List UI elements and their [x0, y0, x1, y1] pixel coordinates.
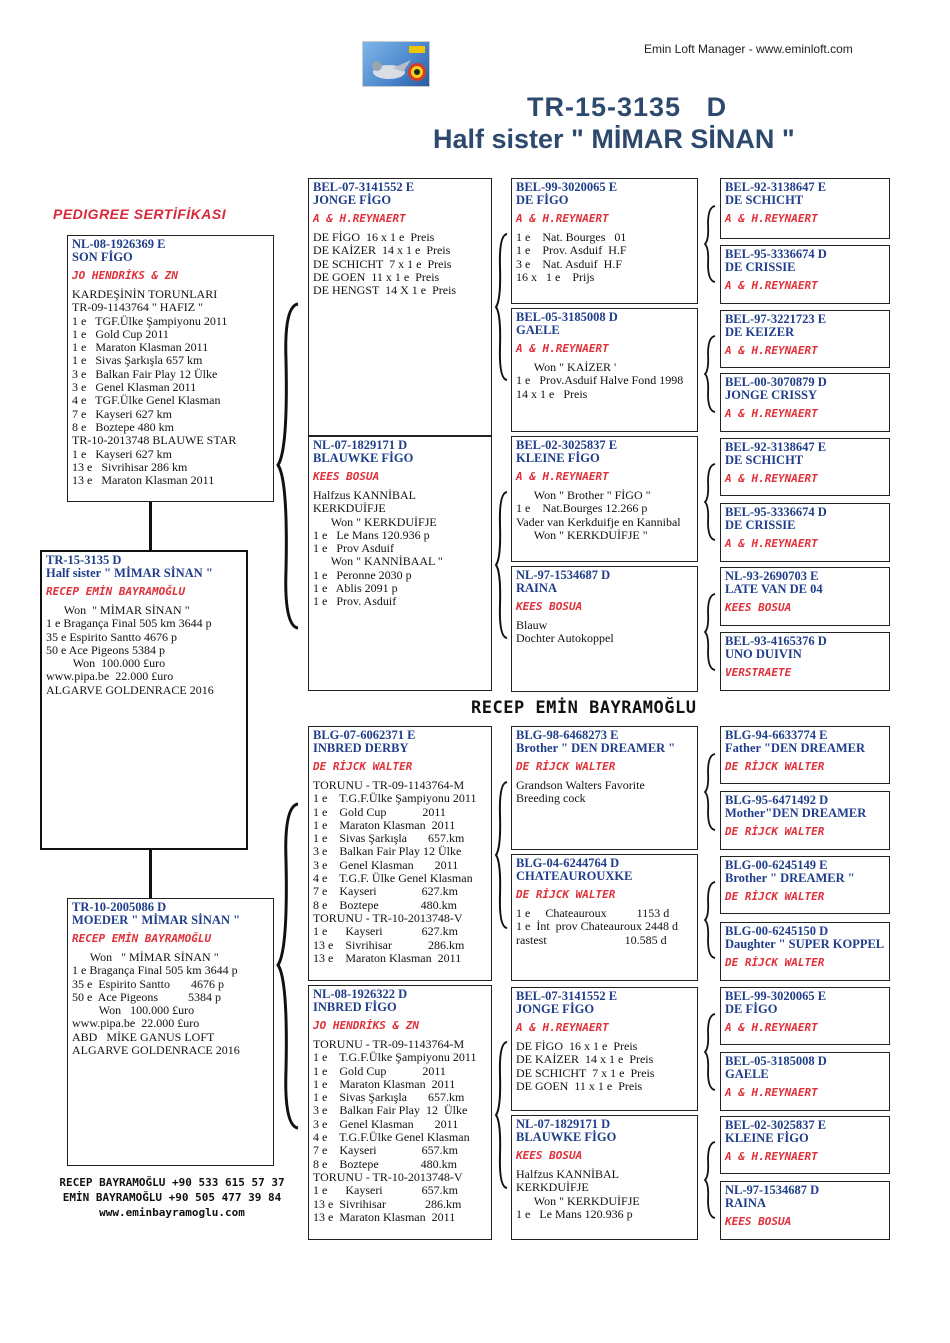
bird-breeder: KEES BOSUA: [313, 470, 380, 483]
bird-ring: NL-97-1534687 D: [516, 568, 611, 582]
bird-breeder: RECEP EMİN BAYRAMOĞLU: [72, 932, 212, 945]
bird-name: BLAUWKE FİGO: [516, 1130, 617, 1144]
bird-breeder: RECEP EMİN BAYRAMOĞLU: [46, 585, 186, 598]
g5-card-10: [720, 791, 890, 850]
bird-results: TORUNU - TR-09-1143764-M 1 e T.G.F.Ülke Şampiyonu 2011 1 e Gold Cup 2011 1 e Maraton Klasman 2011 1 e Sivas Şarkışla 657.km 3 e Balkan Fair Play 12 Ülke 3 e Genel Klasman 2011 4 e T.G.F. Ülke Genel Klasman 7 e Kayseri 627.km 8 e Boztepe 480.km TORUNU - TR-10-2013748-V 1 e Kayseri 627.km 13 e Sivrihisar 286.km 13 e Maraton Klasman 2011: [313, 778, 477, 965]
bird-name: KLEINE FİGO: [725, 1131, 809, 1145]
bird-name: DE KEIZER: [725, 325, 795, 339]
bird-name: BLAUWKE FİGO: [313, 451, 414, 465]
owner-name: RECEP EMİN BAYRAMOĞLU: [471, 698, 697, 718]
brace-icon: [704, 334, 718, 414]
bird-breeder: A & H.REYNAERT: [725, 279, 818, 292]
bird-ring: BEL-93-4165376 D: [725, 634, 827, 648]
bird-breeder: JO HENDRİKS & ZN: [72, 269, 178, 282]
brace-icon: [276, 300, 306, 630]
contact-info: RECEP BAYRAMOĞLU +90 533 615 57 37 EMİN BAYRAMOĞLU +90 505 477 39 84 www.eminbayramoglu.com: [59, 1176, 285, 1219]
bird-breeder: A & H.REYNAERT: [725, 407, 818, 420]
ancestor-dss-card: [511, 726, 698, 850]
bird-ring: BEL-07-3141552 E: [313, 180, 415, 194]
bird-results: DE FİGO 16 x 1 e Preis DE KAİZER 14 x 1 e Preis DE SCHICHT 7 x 1 e Preis DE GOEN 11 x 1 e Preis DE HENGST 14 X 1 e Preis: [313, 230, 457, 298]
connector-line: [149, 502, 152, 550]
connector-line: [149, 850, 152, 898]
g5-card-6: [720, 503, 890, 562]
bird-ring: NL-08-1926322 D: [313, 987, 408, 1001]
g5-card-14: [720, 1052, 890, 1111]
subject-bird-card: [40, 550, 248, 850]
pigeon-logo-icon: [362, 41, 430, 87]
bird-breeder: DE RİJCK WALTER: [725, 760, 825, 773]
bird-ring: BLG-04-6244764 D: [516, 856, 620, 870]
bird-breeder: A & H.REYNAERT: [725, 1150, 818, 1163]
g5-card-11: [720, 856, 890, 914]
brace-icon: [495, 1040, 511, 1190]
g5-card-1: [720, 178, 890, 239]
bird-name: SON FİGO: [72, 250, 133, 264]
bird-name: RAINA: [725, 1196, 766, 1210]
ancestor-ddd-card: [511, 1115, 698, 1240]
bird-name: DE FİGO: [725, 1002, 778, 1016]
bird-name: GAELE: [725, 1067, 769, 1081]
g5-card-9: [720, 726, 890, 784]
bird-ring: BEL-92-3138647 E: [725, 180, 827, 194]
bird-name: CHATEAUROUXKE: [516, 869, 633, 883]
bird-breeder: A & H.REYNAERT: [725, 537, 818, 550]
bird-breeder: A & H.REYNAERT: [516, 470, 609, 483]
ancestor-dds-card: [511, 987, 698, 1111]
bird-ring: BEL-02-3025837 E: [725, 1118, 827, 1132]
bird-ring: BEL-95-3336674 D: [725, 505, 827, 519]
bird-ring: BLG-95-6471492 D: [725, 793, 829, 807]
bird-ring: BEL-05-3185008 D: [725, 1054, 827, 1068]
brace-icon: [704, 752, 718, 832]
ancestor-dsd-card: [511, 854, 698, 981]
bird-breeder: DE RİJCK WALTER: [725, 890, 825, 903]
g5-card-16: [720, 1181, 890, 1240]
bird-breeder: A & H.REYNAERT: [313, 212, 406, 225]
ancestor-sdd-card: [511, 566, 698, 692]
g5-card-4: [720, 373, 890, 432]
grandsire-ss-card: [308, 178, 492, 436]
bird-ring: NL-93-2690703 E: [725, 569, 819, 583]
bird-ring: BEL-02-3025837 E: [516, 438, 618, 452]
bird-breeder: JO HENDRİKS & ZN: [313, 1019, 419, 1032]
bird-ring: NL-97-1534687 D: [725, 1183, 820, 1197]
bird-breeder: A & H.REYNAERT: [516, 342, 609, 355]
granddam-sd-card: [308, 436, 492, 691]
bird-name: INBRED FİGO: [313, 1000, 397, 1014]
bird-name: RAINA: [516, 581, 557, 595]
bird-ring: BEL-99-3020065 E: [516, 180, 618, 194]
bird-breeder: DE RİJCK WALTER: [516, 760, 616, 773]
bird-breeder: A & H.REYNAERT: [725, 1086, 818, 1099]
dam-card: [67, 898, 274, 1166]
bird-ring: BEL-99-3020065 E: [725, 989, 827, 1003]
bird-breeder: DE RİJCK WALTER: [516, 888, 616, 901]
bird-name: JONGE CRISSY: [725, 388, 818, 402]
bird-name: INBRED DERBY: [313, 741, 409, 755]
bird-ring: BLG-00-6245149 E: [725, 858, 828, 872]
bird-results: TORUNU - TR-09-1143764-M 1 e T.G.F.Ülke Şampiyonu 2011 1 e Gold Cup 2011 1 e Maraton Klasman 2011 1 e Sivas Şarkışla 657.km 3 e Balkan Fair Play 12 Ülke 3 e Genel Klasman 2011 4 e T.G.F.Ülke Genel Klasman 7 e Kayseri 657.km 8 e Boztepe 480.km TORUNU - TR-10-2013748-V 1 e Kayseri 657.km 13 e Sivrihisar 286.km 13 e Maraton Klasman 2011: [313, 1037, 477, 1224]
ancestor-sss-card: [511, 178, 698, 304]
bird-breeder: A & H.REYNAERT: [516, 212, 609, 225]
bird-breeder: A & H.REYNAERT: [725, 344, 818, 357]
g5-card-3: [720, 310, 890, 368]
brace-icon: [704, 592, 718, 672]
grandsire-ds-card: [308, 726, 492, 981]
g5-card-2: [720, 245, 890, 304]
bird-results: 1 e Chateauroux 1153 d 1 e İnt prov Chateauroux 2448 d rastest 10.585 d: [516, 906, 678, 947]
brace-icon: [704, 204, 718, 284]
g5-card-8: [720, 632, 890, 691]
pedigree-label: PEDIGREE SERTİFİKASI: [53, 206, 227, 222]
page-title-ring: [527, 92, 727, 123]
bird-name: DE SCHICHT: [725, 453, 804, 467]
bird-name: MOEDER " MİMAR SİNAN ": [72, 913, 241, 927]
brace-icon: [276, 800, 306, 1130]
brace-icon: [495, 232, 511, 382]
bird-name: KLEINE FİGO: [516, 451, 600, 465]
bird-results: Halfzus KANNİBAL KERKDUİFJE Won " KERKDUİFJE 1 e Le Mans 120.936 p 1 e Prov Asduif Won " KANNİBAAL " 1 e Peronne 2030 p 1 e Ablis 2091 p 1 e Prov. Asduif: [313, 488, 443, 609]
bird-results: Halfzus KANNİBAL KERKDUİFJE Won " KERKDUİFJE 1 e Le Mans 120.936 p: [516, 1167, 640, 1221]
bird-results: Grandson Walters Favorite Breeding cock: [516, 778, 645, 806]
bird-results: Won " MİMAR SİNAN " 1 e Bragança Final 505 km 3644 p 35 e Espirito Santto 4676 p 50 e Ace Pigeons 5384 p Won 100.000 £uro www.pipa.be 22.000 £uro ABD MİKE GANUS LOFT ALGARVE GOLDENRACE 2016: [72, 950, 240, 1058]
bird-ring: NL-07-1829171 D: [516, 1117, 611, 1131]
g5-card-15: [720, 1116, 890, 1174]
ancestor-sds-card: [511, 436, 698, 562]
bird-breeder: VERSTRAETE: [725, 666, 792, 679]
ancestor-ssd-card: [511, 308, 698, 432]
bird-breeder: DE RİJCK WALTER: [725, 825, 825, 838]
bird-name: Mother"DEN DREAMER: [725, 806, 867, 820]
bird-name: LATE VAN DE 04: [725, 582, 823, 596]
brace-icon: [495, 780, 511, 930]
bird-breeder: A & H.REYNAERT: [725, 472, 818, 485]
bird-ring: TR-15-3135 D: [46, 553, 122, 567]
bird-breeder: DE RİJCK WALTER: [313, 760, 413, 773]
bird-results: DE FİGO 16 x 1 e Preis DE KAİZER 14 x 1 e Preis DE SCHICHT 7 x 1 e Preis DE GOEN 11 x 1 e Preis: [516, 1039, 655, 1093]
bird-breeder: A & H.REYNAERT: [725, 212, 818, 225]
bird-ring: BEL-05-3185008 D: [516, 310, 618, 324]
brace-icon: [704, 880, 718, 960]
g5-card-12: [720, 922, 890, 981]
bird-breeder: KEES BOSUA: [725, 601, 792, 614]
brace-icon: [495, 490, 511, 640]
granddam-dd-card: [308, 985, 492, 1240]
bird-ring: BLG-07-6062371 E: [313, 728, 416, 742]
bird-name: Brother " DEN DREAMER ": [516, 741, 676, 755]
site-url: Emin Loft Manager - www.eminloft.com: [644, 42, 853, 56]
bird-ring: BEL-97-3221723 E: [725, 312, 827, 326]
bird-ring: BLG-00-6245150 D: [725, 924, 829, 938]
g5-card-7: [720, 567, 890, 626]
title-sex: D: [706, 92, 728, 122]
bird-name: DE FİGO: [516, 193, 569, 207]
bird-breeder: KEES BOSUA: [725, 1215, 792, 1228]
bird-ring: TR-10-2005086 D: [72, 900, 167, 914]
bird-breeder: A & H.REYNAERT: [516, 1021, 609, 1034]
bird-results: Won " Brother " FİGO " 1 e Nat.Bourges 12.266 p Vader van Kerkduifje en Kannibal Won " KERKDUİFJE ": [516, 488, 681, 542]
bird-results: Won " KAİZER ' 1 e Prov.Asduif Halve Fond 1998 14 x 1 e Preis: [516, 360, 684, 401]
bird-name: DE SCHICHT: [725, 193, 804, 207]
bird-name: Half sister " MİMAR SİNAN ": [46, 566, 213, 580]
bird-name: GAELE: [516, 323, 560, 337]
bird-breeder: A & H.REYNAERT: [725, 1021, 818, 1034]
bird-breeder: KEES BOSUA: [516, 600, 583, 613]
bird-ring: BEL-00-3070879 D: [725, 375, 827, 389]
bird-ring: BLG-98-6468273 E: [516, 728, 619, 742]
bird-results: Blauw Dochter Autokoppel: [516, 618, 614, 646]
bird-results: Won " MİMAR SİNAN " 1 e Bragança Final 505 km 3644 p 35 e Espirito Santto 4676 p 50 e Ace Pigeons 5384 p Won 100.000 £uro www.pipa.be 22.000 £uro ALGARVE GOLDENRACE 2016: [46, 603, 214, 697]
brace-icon: [704, 462, 718, 542]
bird-name: Father "DEN DREAMER: [725, 741, 866, 755]
bird-results: KARDEŞİNİN TORUNLARI TR-09-1143764 " HAFIZ " 1 e TGF.Ülke Şampiyonu 2011 1 e Gold Cup 2011 1 e Maraton Klasman 2011 1 e Sivas Şarkışla 657 km 3 e Balkan Fair Play 12 Ülke 3 e Genel Klasman 2011 4 e TGF.Ülke Genel Klasman 7 e Kayseri 627 km 8 e Boztepe 480 km TR-10-2013748 BLAUWE STAR 1 e Kayseri 627 km 13 e Sivrihisar 286 km 13 e Maraton Klasman 2011: [72, 287, 237, 488]
bird-name: UNO DUIVIN: [725, 647, 802, 661]
bird-name: DE CRISSIE: [725, 518, 796, 532]
bird-ring: BEL-07-3141552 E: [516, 989, 618, 1003]
brace-icon: [704, 1012, 718, 1092]
bird-results: 1 e Nat. Bourges 01 1 e Prov. Asduif H.F 3 e Nat. Asduif H.F 16 x 1 e Prijs: [516, 230, 627, 284]
sire-card: [67, 235, 274, 502]
bird-ring: BEL-92-3138647 E: [725, 440, 827, 454]
bird-ring: NL-07-1829171 D: [313, 438, 408, 452]
bird-ring: BLG-94-6633774 E: [725, 728, 828, 742]
g5-card-5: [720, 438, 890, 496]
bird-ring: BEL-95-3336674 D: [725, 247, 827, 261]
bird-ring: NL-08-1926369 E: [72, 237, 166, 251]
bird-name: JONGE FİGO: [516, 1002, 595, 1016]
title-ring: TR-15-3135: [527, 92, 682, 122]
bird-breeder: KEES BOSUA: [516, 1149, 583, 1162]
bird-name: DE CRISSIE: [725, 260, 796, 274]
page-title-name: Half sister " MİMAR SİNAN ": [433, 124, 795, 154]
bird-name: Brother " DREAMER ": [725, 871, 855, 885]
bird-breeder: DE RİJCK WALTER: [725, 956, 825, 969]
brace-icon: [704, 1140, 718, 1220]
bird-name: JONGE FİGO: [313, 193, 392, 207]
bird-name: Daughter " SUPER KOPPEL: [725, 937, 885, 951]
g5-card-13: [720, 987, 890, 1045]
